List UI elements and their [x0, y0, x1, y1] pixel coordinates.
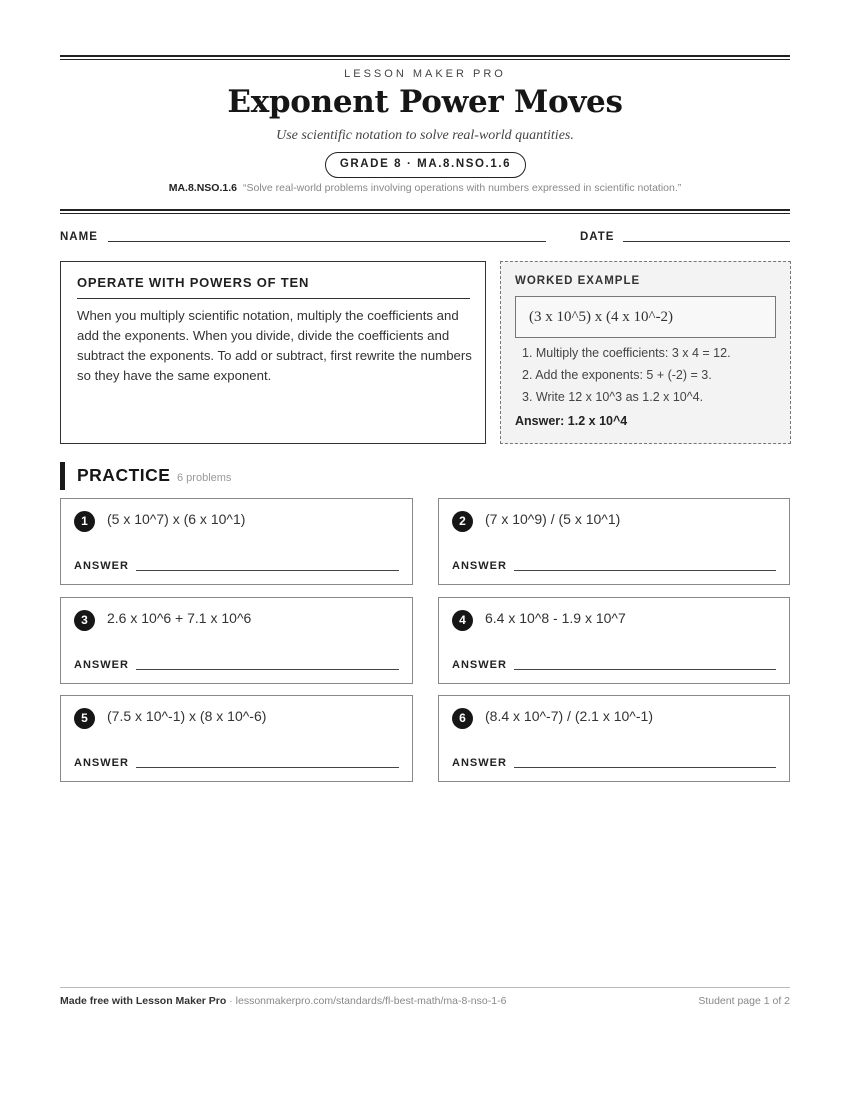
answer-label: ANSWER	[74, 659, 129, 671]
problem-expression: (7 x 10^9) / (5 x 10^1)	[485, 511, 621, 527]
problem-expression: 6.4 x 10^8 - 1.9 x 10^7	[485, 610, 626, 626]
worksheet-subtitle: Use scientific notation to solve real-world quantities.	[276, 128, 574, 143]
worked-example-title: WORKED EXAMPLE	[515, 275, 641, 287]
problem-card	[60, 498, 413, 585]
answer-label: ANSWER	[74, 757, 129, 769]
answer-field[interactable]	[514, 767, 776, 768]
answer-label: ANSWER	[74, 560, 129, 572]
problem-number-badge: 4	[452, 610, 473, 631]
answer-label: ANSWER	[452, 757, 507, 769]
worked-example-step: 2. Add the exponents: 5 + (-2) = 3.	[522, 368, 712, 382]
header-bottom-rule	[60, 209, 790, 214]
answer-field[interactable]	[514, 669, 776, 670]
problem-card	[438, 695, 790, 782]
answer-label: ANSWER	[452, 659, 507, 671]
header-top-rule	[60, 55, 790, 60]
answer-label: ANSWER	[452, 560, 507, 572]
answer-field[interactable]	[514, 570, 776, 571]
answer-field[interactable]	[136, 570, 399, 571]
problem-card	[60, 597, 413, 684]
standard-statement	[0, 182, 850, 194]
problem-expression: (8.4 x 10^-7) / (2.1 x 10^-1)	[485, 708, 653, 724]
problem-number-badge: 6	[452, 708, 473, 729]
standard-text: “Solve real-world problems involving operations with numbers expressed in scientific notation.”	[242, 182, 682, 194]
worked-example-answer: Answer: 1.2 x 10^4	[515, 414, 628, 428]
problem-expression: (7.5 x 10^-1) x (8 x 10^-6)	[107, 708, 267, 724]
date-label: DATE	[580, 231, 615, 243]
name-field[interactable]	[108, 241, 546, 242]
practice-count: 6 problems	[177, 472, 232, 484]
worked-example-panel	[500, 261, 791, 444]
concept-divider	[77, 298, 470, 299]
problem-expression: (5 x 10^7) x (6 x 10^1)	[107, 511, 246, 527]
footer-url-link[interactable]: · lessonmakerpro.com/standards/fl-best-math/ma-8-nso-1-6	[226, 995, 507, 1007]
worked-example-expression: (3 x 10^5) x (4 x 10^-2)	[515, 296, 776, 338]
date-field[interactable]	[623, 241, 790, 242]
footer-page-number: Student page 1 of 2	[698, 995, 790, 1007]
answer-field[interactable]	[136, 669, 399, 670]
problem-number-badge: 3	[74, 610, 95, 631]
problem-card	[438, 597, 790, 684]
problem-card	[438, 498, 790, 585]
problem-expression: 2.6 x 10^6 + 7.1 x 10^6	[107, 610, 252, 626]
worked-example-step: 1. Multiply the coefficients: 3 x 4 = 12.	[522, 346, 731, 360]
name-label: NAME	[60, 231, 98, 243]
grade-badge: GRADE 8 · MA.8.NSO.1.6	[325, 152, 526, 178]
concept-panel	[60, 261, 486, 444]
practice-accent-bar	[60, 462, 65, 490]
practice-title: PRACTICE	[77, 465, 171, 485]
worksheet-title: Exponent Power Moves	[227, 84, 623, 120]
footer-divider	[60, 987, 790, 988]
concept-title: OPERATE WITH POWERS OF TEN	[77, 275, 310, 290]
footer-credit	[60, 995, 506, 1007]
problem-number-badge: 5	[74, 708, 95, 729]
brand-label: LESSON MAKER PRO	[344, 68, 506, 80]
concept-body: When you multiply scientific notation, multiply the coefficients and add the exponents. When you divide, divide the coefficients and subtract the exponents. To add or subtract, first rewrite the numbers so they have the same exponent.	[77, 308, 472, 383]
problem-number-badge: 2	[452, 511, 473, 532]
standard-code: MA.8.NSO.1.6	[168, 182, 237, 194]
worked-example-step: 3. Write 12 x 10^3 as 1.2 x 10^4.	[522, 390, 704, 404]
footer-made-with: Made free with Lesson Maker Pro	[60, 995, 227, 1007]
problem-card	[60, 695, 413, 782]
problem-number-badge: 1	[74, 511, 95, 532]
answer-field[interactable]	[136, 767, 399, 768]
